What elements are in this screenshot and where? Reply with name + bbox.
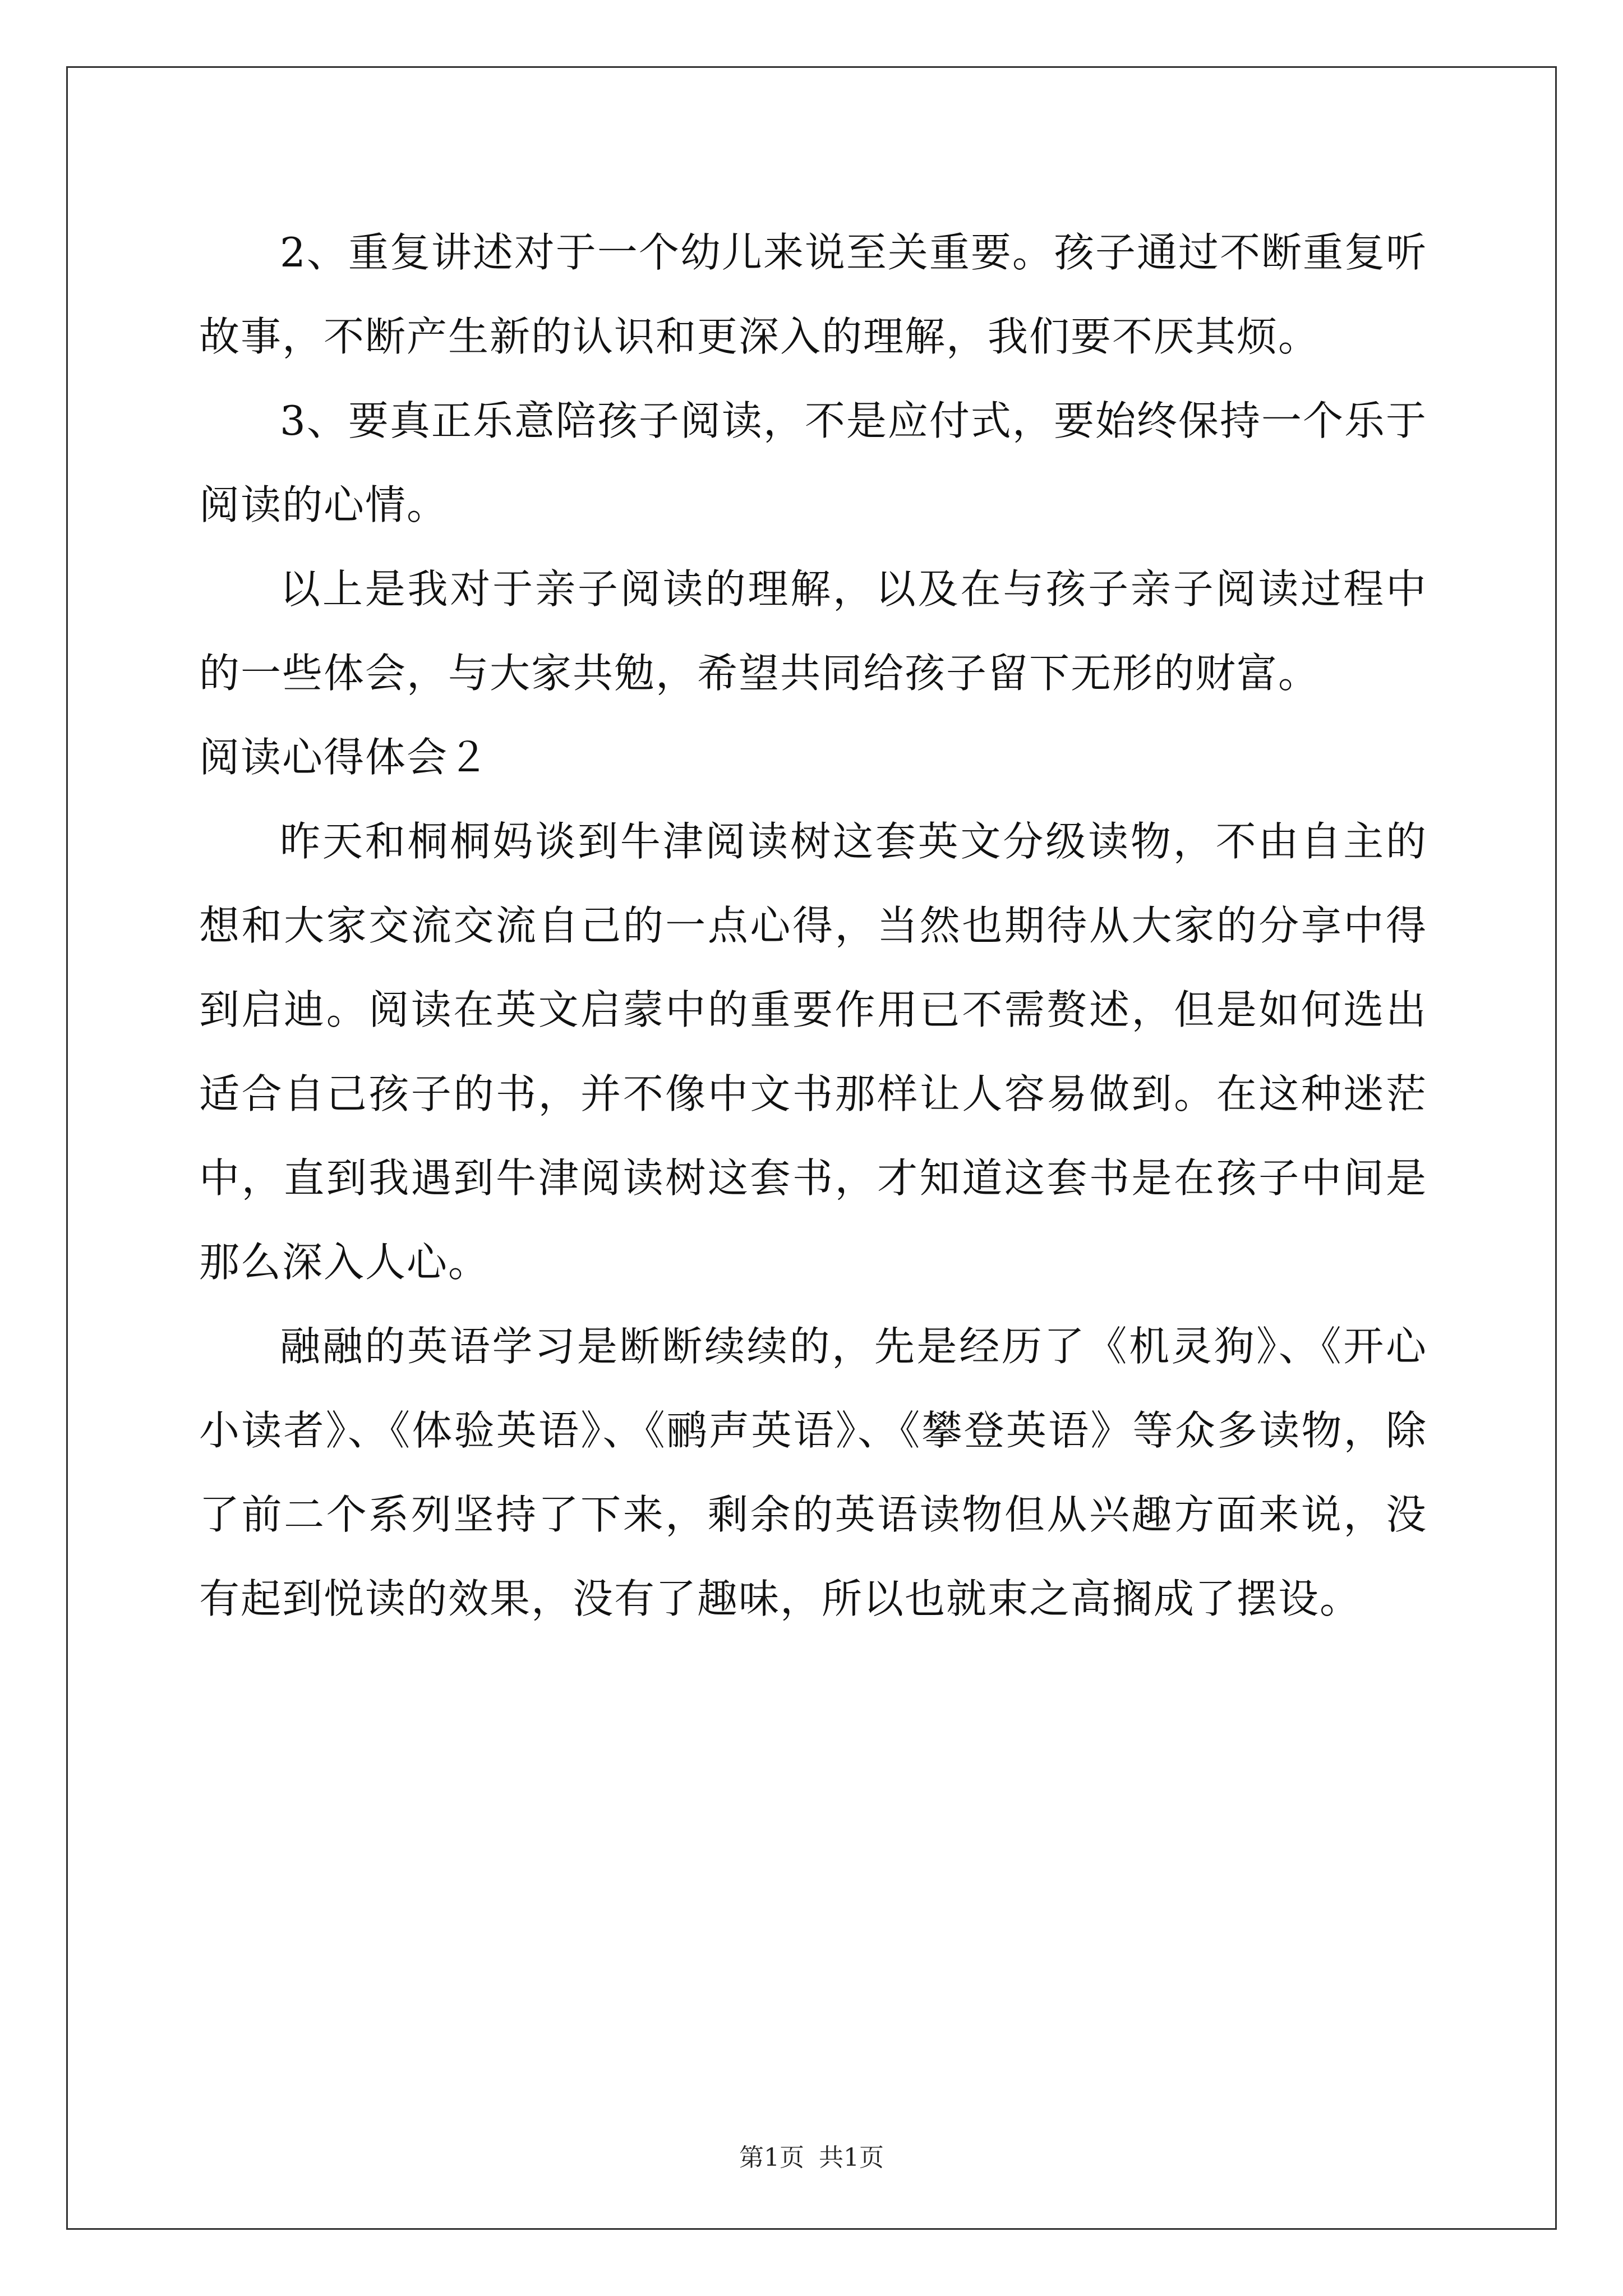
section-heading: 阅读心得体会２ — [199, 734, 490, 781]
paragraph-english-learning: 融融的英语学习是断断续续的，先是经历了《机灵狗》、《开心小读者》、《体验英语》、《鹂声英语》、《攀登英语》等众多读物，除了前二个系列坚持了下来，剩余的英语读物但从兴趣方面来说，没有起到悦读的效果，没有了趣味，所以也就束之高搁成了摆设。 — [199, 1323, 1427, 1622]
paragraph-repeat-telling: 2、重复讲述对于一个幼儿来说至关重要。孩子通过不断重复听故事，不断产生新的认识和更深入的理解，我们要不厌其烦。 — [199, 229, 1427, 360]
page-footer — [0, 2137, 1623, 2173]
paragraph-oxford-reading-tree: 昨天和桐桐妈谈到牛津阅读树这套英文分级读物，不由自主的想和大家交流交流自己的一点心得，当然也期待从大家的分享中得到启迪。阅读在英文启蒙中的重要作用已不需赘述，但是如何选出适合自己孩子的书，并不像中文书那样让人容易做到。在这种迷茫中，直到我遇到牛津阅读树这套书，才知道这套书是在孩子中间是那么深入人心。 — [199, 818, 1427, 1286]
document-body — [199, 210, 1427, 1641]
paragraph-willing-reading: 3、要真正乐意陪孩子阅读，不是应付式，要始终保持一个乐于阅读的心情。 — [199, 397, 1427, 528]
paragraph-summary: 以上是我对于亲子阅读的理解，以及在与孩子亲子阅读过程中的一些体会，与大家共勉，希望共同给孩子留下无形的财富。 — [199, 565, 1427, 697]
page-total: 共1页 — [819, 2143, 884, 2172]
page-number: 第1页 — [739, 2143, 804, 2172]
